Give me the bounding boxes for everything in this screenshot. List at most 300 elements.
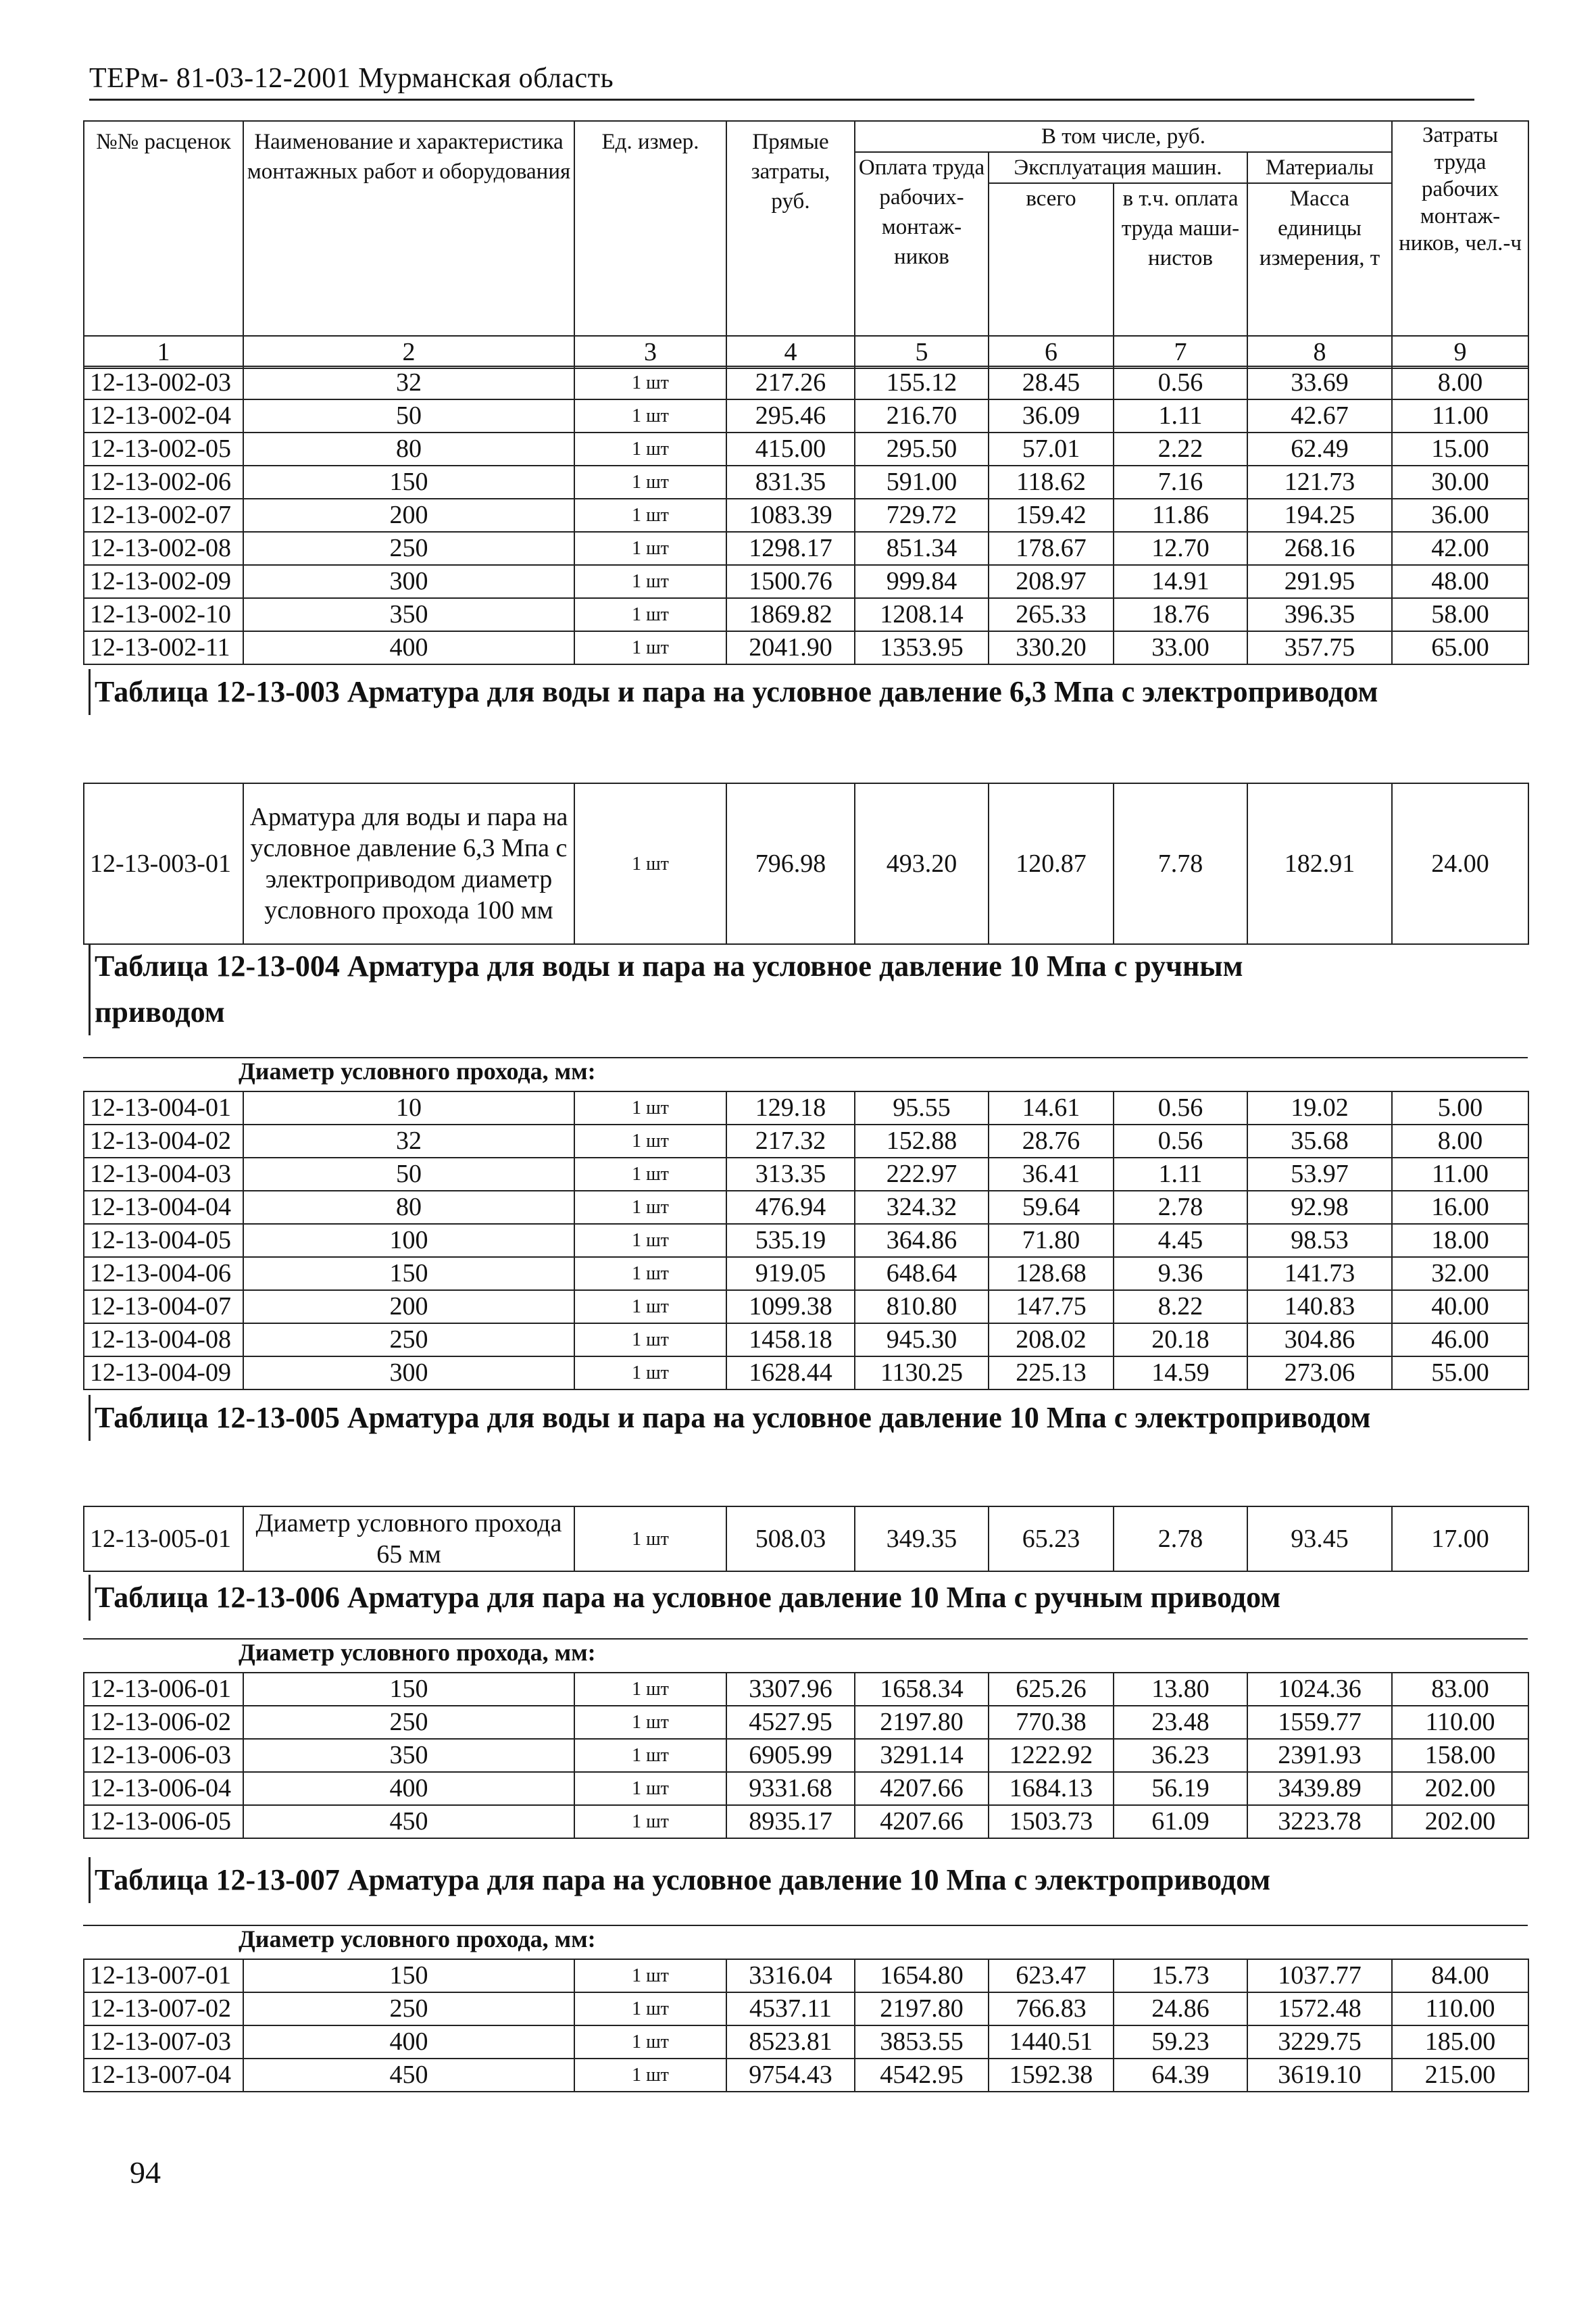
column-number: 5 [855, 336, 989, 368]
row-code: 12-13-002-05 [84, 433, 243, 466]
row-labor: 17.00 [1392, 1506, 1528, 1571]
row-diameter: 150 [243, 466, 574, 499]
row-mass: 42.67 [1247, 399, 1392, 433]
row-direct-costs: 3307.96 [726, 1673, 855, 1706]
row-diameter: 300 [243, 1356, 574, 1389]
row-wages: 729.72 [855, 499, 989, 532]
table-006 [83, 1672, 1529, 1839]
row-machinist-wages: 14.59 [1114, 1356, 1247, 1389]
row-labor: 202.00 [1392, 1772, 1528, 1805]
row-name: Арматура для воды и пара на условное давление 6,3 Мпа с электроприводом диаметр условного прохода 100 мм [243, 783, 574, 944]
row-unit: 1 шт [574, 1191, 726, 1224]
row-direct-costs: 1500.76 [726, 565, 855, 598]
row-mass: 19.02 [1247, 1091, 1392, 1125]
row-diameter: 150 [243, 1673, 574, 1706]
row-diameter: 32 [243, 366, 574, 399]
row-labor: 11.00 [1392, 1158, 1528, 1191]
row-direct-costs: 1298.17 [726, 532, 855, 565]
row-diameter: 350 [243, 598, 574, 631]
row-wages: 851.34 [855, 532, 989, 565]
table-row [84, 532, 1528, 565]
row-machinist-wages: 1.11 [1114, 1158, 1247, 1191]
row-direct-costs: 1869.82 [726, 598, 855, 631]
row-code: 12-13-002-10 [84, 598, 243, 631]
row-code: 12-13-002-03 [84, 366, 243, 399]
row-mass: 53.97 [1247, 1158, 1392, 1191]
row-code: 12-13-002-04 [84, 399, 243, 433]
row-mass: 93.45 [1247, 1506, 1392, 1571]
row-unit: 1 шт [574, 631, 726, 664]
col-header-machinist-wages: в т.ч. оплата труда маши-нистов [1114, 183, 1247, 336]
row-machinist-wages: 23.48 [1114, 1706, 1247, 1739]
row-machines: 128.68 [989, 1257, 1114, 1290]
row-mass: 2391.93 [1247, 1739, 1392, 1772]
row-labor: 84.00 [1392, 1959, 1528, 1992]
row-diameter: 400 [243, 1772, 574, 1805]
row-code: 12-13-007-03 [84, 2025, 243, 2059]
row-wages: 3853.55 [855, 2025, 989, 2059]
row-labor: 110.00 [1392, 1992, 1528, 2025]
table-row [84, 565, 1528, 598]
table-003-title: Таблица 12-13-003 Арматура для воды и пара на условное давление 6,3 Мпа с электроприводом [89, 669, 1378, 715]
row-diameter: 150 [243, 1959, 574, 1992]
table-row [84, 1506, 1528, 1571]
row-machinist-wages: 9.36 [1114, 1257, 1247, 1290]
table-row [84, 2059, 1528, 2092]
table-row [84, 1772, 1528, 1805]
row-mass: 1037.77 [1247, 1959, 1392, 1992]
row-code: 12-13-002-11 [84, 631, 243, 664]
row-machines: 1222.92 [989, 1739, 1114, 1772]
row-code: 12-13-004-07 [84, 1290, 243, 1323]
row-machinist-wages: 15.73 [1114, 1959, 1247, 1992]
row-wages: 155.12 [855, 366, 989, 399]
table-row [84, 598, 1528, 631]
row-wages: 1130.25 [855, 1356, 989, 1389]
row-mass: 92.98 [1247, 1191, 1392, 1224]
row-wages: 1658.34 [855, 1673, 989, 1706]
row-direct-costs: 9754.43 [726, 2059, 855, 2092]
row-diameter: 150 [243, 1257, 574, 1290]
row-mass: 3223.78 [1247, 1805, 1392, 1838]
page-header: ТЕРм- 81-03-12-2001 Мурманская область [89, 62, 1474, 101]
row-code: 12-13-007-01 [84, 1959, 243, 1992]
row-mass: 304.86 [1247, 1323, 1392, 1356]
table-row [84, 1125, 1528, 1158]
row-machines: 36.41 [989, 1158, 1114, 1191]
row-unit: 1 шт [574, 1673, 726, 1706]
row-machines: 57.01 [989, 433, 1114, 466]
table-row [84, 1290, 1528, 1323]
row-machines: 159.42 [989, 499, 1114, 532]
table-row [84, 366, 1528, 399]
row-code: 12-13-004-04 [84, 1191, 243, 1224]
row-wages: 4542.95 [855, 2059, 989, 2092]
row-code: 12-13-006-04 [84, 1772, 243, 1805]
row-unit: 1 шт [574, 1706, 726, 1739]
column-number: 1 [84, 336, 243, 368]
row-machinist-wages: 7.78 [1114, 783, 1247, 944]
col-header-group: В том числе, руб. [855, 121, 1392, 152]
row-labor: 8.00 [1392, 1125, 1528, 1158]
row-direct-costs: 217.26 [726, 366, 855, 399]
row-diameter: 50 [243, 1158, 574, 1191]
row-code: 12-13-006-01 [84, 1673, 243, 1706]
row-labor: 11.00 [1392, 399, 1528, 433]
subheading-text: Диаметр условного прохода, мм: [239, 1058, 596, 1085]
row-code: 12-13-004-02 [84, 1125, 243, 1158]
row-wages: 349.35 [855, 1506, 989, 1571]
table-row [84, 399, 1528, 433]
row-wages: 2197.80 [855, 1706, 989, 1739]
row-labor: 46.00 [1392, 1323, 1528, 1356]
row-labor: 158.00 [1392, 1739, 1528, 1772]
row-machinist-wages: 2.22 [1114, 433, 1247, 466]
row-direct-costs: 1083.39 [726, 499, 855, 532]
row-diameter: 80 [243, 1191, 574, 1224]
col-header-machines: Эксплуатация машин. [989, 152, 1247, 183]
column-number: 6 [989, 336, 1114, 368]
row-direct-costs: 8935.17 [726, 1805, 855, 1838]
table-007-subheading [83, 1925, 1528, 1952]
row-unit: 1 шт [574, 499, 726, 532]
row-labor: 55.00 [1392, 1356, 1528, 1389]
row-wages: 945.30 [855, 1323, 989, 1356]
table-007 [83, 1959, 1529, 2092]
header-table [83, 120, 1529, 369]
col-header-mass: Масса единицы измерения, т [1247, 183, 1392, 336]
row-unit: 1 шт [574, 399, 726, 433]
column-number: 8 [1247, 336, 1392, 368]
row-unit: 1 шт [574, 783, 726, 944]
row-machines: 147.75 [989, 1290, 1114, 1323]
row-code: 12-13-002-07 [84, 499, 243, 532]
row-unit: 1 шт [574, 2059, 726, 2092]
row-unit: 1 шт [574, 598, 726, 631]
row-mass: 98.53 [1247, 1224, 1392, 1257]
row-labor: 42.00 [1392, 532, 1528, 565]
row-machinist-wages: 33.00 [1114, 631, 1247, 664]
row-diameter: 250 [243, 1992, 574, 2025]
row-unit: 1 шт [574, 565, 726, 598]
table-row [84, 1257, 1528, 1290]
row-machines: 1684.13 [989, 1772, 1114, 1805]
row-direct-costs: 919.05 [726, 1257, 855, 1290]
table-row [84, 1356, 1528, 1389]
row-diameter: 100 [243, 1224, 574, 1257]
row-unit: 1 шт [574, 1356, 726, 1389]
row-labor: 110.00 [1392, 1706, 1528, 1739]
table-002 [83, 366, 1529, 665]
row-machines: 625.26 [989, 1673, 1114, 1706]
row-unit: 1 шт [574, 1805, 726, 1838]
row-mass: 357.75 [1247, 631, 1392, 664]
row-unit: 1 шт [574, 1506, 726, 1571]
table-row [84, 1673, 1528, 1706]
row-machinist-wages: 0.56 [1114, 1091, 1247, 1125]
row-labor: 185.00 [1392, 2025, 1528, 2059]
row-wages: 216.70 [855, 399, 989, 433]
row-name: Диаметр условного прохода 65 мм [243, 1506, 574, 1571]
row-diameter: 400 [243, 2025, 574, 2059]
row-mass: 194.25 [1247, 499, 1392, 532]
row-machinist-wages: 13.80 [1114, 1673, 1247, 1706]
row-wages: 152.88 [855, 1125, 989, 1158]
table-row [84, 499, 1528, 532]
row-direct-costs: 1099.38 [726, 1290, 855, 1323]
row-machinist-wages: 56.19 [1114, 1772, 1247, 1805]
table-004 [83, 1091, 1529, 1390]
table-007-title: Таблица 12-13-007 Арматура для пара на условное давление 10 Мпа с электроприводом [89, 1857, 1534, 1903]
row-code: 12-13-004-03 [84, 1158, 243, 1191]
row-diameter: 50 [243, 399, 574, 433]
row-wages: 648.64 [855, 1257, 989, 1290]
row-code: 12-13-004-05 [84, 1224, 243, 1257]
row-wages: 810.80 [855, 1290, 989, 1323]
row-diameter: 250 [243, 532, 574, 565]
row-mass: 3619.10 [1247, 2059, 1392, 2092]
row-mass: 396.35 [1247, 598, 1392, 631]
row-machines: 623.47 [989, 1959, 1114, 1992]
row-unit: 1 шт [574, 2025, 726, 2059]
row-machinist-wages: 11.86 [1114, 499, 1247, 532]
row-direct-costs: 796.98 [726, 783, 855, 944]
table-004-title: Таблица 12-13-004 Арматура для воды и пара на условное давление 10 Мпа с ручным приводом [89, 943, 1378, 1035]
row-diameter: 300 [243, 565, 574, 598]
row-unit: 1 шт [574, 1290, 726, 1323]
row-mass: 141.73 [1247, 1257, 1392, 1290]
row-labor: 202.00 [1392, 1805, 1528, 1838]
row-machines: 178.67 [989, 532, 1114, 565]
row-machines: 1592.38 [989, 2059, 1114, 2092]
col-header-direct-costs: Прямые затраты, руб. [726, 121, 855, 336]
row-direct-costs: 9331.68 [726, 1772, 855, 1805]
row-mass: 140.83 [1247, 1290, 1392, 1323]
row-labor: 16.00 [1392, 1191, 1528, 1224]
row-direct-costs: 6905.99 [726, 1739, 855, 1772]
row-unit: 1 шт [574, 1257, 726, 1290]
column-number: 3 [574, 336, 726, 368]
row-code: 12-13-002-09 [84, 565, 243, 598]
row-wages: 1208.14 [855, 598, 989, 631]
row-wages: 2197.80 [855, 1992, 989, 2025]
row-wages: 324.32 [855, 1191, 989, 1224]
row-machinist-wages: 7.16 [1114, 466, 1247, 499]
row-unit: 1 шт [574, 1091, 726, 1125]
row-wages: 4207.66 [855, 1805, 989, 1838]
col-header-machines-total: всего [989, 183, 1114, 336]
row-machines: 59.64 [989, 1191, 1114, 1224]
row-unit: 1 шт [574, 532, 726, 565]
table-006-title: Таблица 12-13-006 Арматура для пара на условное давление 10 Мпа с ручным приводом [89, 1575, 1534, 1621]
row-machinist-wages: 36.23 [1114, 1739, 1247, 1772]
row-machines: 208.97 [989, 565, 1114, 598]
row-diameter: 400 [243, 631, 574, 664]
row-machinist-wages: 12.70 [1114, 532, 1247, 565]
row-machinist-wages: 59.23 [1114, 2025, 1247, 2059]
table-row [84, 1739, 1528, 1772]
row-code: 12-13-006-03 [84, 1739, 243, 1772]
row-machinist-wages: 8.22 [1114, 1290, 1247, 1323]
row-labor: 5.00 [1392, 1091, 1528, 1125]
row-machinist-wages: 0.56 [1114, 366, 1247, 399]
row-machinist-wages: 20.18 [1114, 1323, 1247, 1356]
row-unit: 1 шт [574, 1739, 726, 1772]
row-mass: 291.95 [1247, 565, 1392, 598]
column-number: 9 [1392, 336, 1528, 368]
row-unit: 1 шт [574, 1992, 726, 2025]
row-wages: 3291.14 [855, 1739, 989, 1772]
row-diameter: 80 [243, 433, 574, 466]
table-row [84, 433, 1528, 466]
row-code: 12-13-006-02 [84, 1706, 243, 1739]
row-code: 12-13-003-01 [84, 783, 243, 944]
row-direct-costs: 217.32 [726, 1125, 855, 1158]
row-mass: 33.69 [1247, 366, 1392, 399]
row-machines: 330.20 [989, 631, 1114, 664]
row-machines: 36.09 [989, 399, 1114, 433]
row-code: 12-13-002-08 [84, 532, 243, 565]
row-mass: 1024.36 [1247, 1673, 1392, 1706]
row-diameter: 250 [243, 1323, 574, 1356]
row-unit: 1 шт [574, 1959, 726, 1992]
row-machinist-wages: 64.39 [1114, 2059, 1247, 2092]
row-code: 12-13-004-06 [84, 1257, 243, 1290]
row-labor: 18.00 [1392, 1224, 1528, 1257]
row-direct-costs: 476.94 [726, 1191, 855, 1224]
row-code: 12-13-007-02 [84, 1992, 243, 2025]
row-labor: 8.00 [1392, 366, 1528, 399]
row-code: 12-13-004-08 [84, 1323, 243, 1356]
row-diameter: 32 [243, 1125, 574, 1158]
row-unit: 1 шт [574, 1772, 726, 1805]
row-machines: 120.87 [989, 783, 1114, 944]
row-code: 12-13-004-01 [84, 1091, 243, 1125]
row-labor: 15.00 [1392, 433, 1528, 466]
table-row [84, 783, 1528, 944]
table-005-title: Таблица 12-13-005 Арматура для воды и пара на условное давление 10 Мпа с электроприводом [89, 1395, 1378, 1441]
subheading-text: Диаметр условного прохода, мм: [239, 1639, 596, 1666]
table-006-subheading [83, 1638, 1528, 1666]
row-mass: 121.73 [1247, 466, 1392, 499]
row-machines: 1440.51 [989, 2025, 1114, 2059]
row-wages: 364.86 [855, 1224, 989, 1257]
table-row [84, 1805, 1528, 1838]
row-labor: 24.00 [1392, 783, 1528, 944]
row-unit: 1 шт [574, 1323, 726, 1356]
row-machines: 65.23 [989, 1506, 1114, 1571]
row-machines: 265.33 [989, 598, 1114, 631]
table-row [84, 1191, 1528, 1224]
row-code: 12-13-006-05 [84, 1805, 243, 1838]
row-labor: 65.00 [1392, 631, 1528, 664]
row-unit: 1 шт [574, 1125, 726, 1158]
row-machines: 770.38 [989, 1706, 1114, 1739]
table-row [84, 466, 1528, 499]
col-header-name: Наименование и характеристика монтажных работ и оборудования [243, 121, 574, 336]
row-wages: 222.97 [855, 1158, 989, 1191]
col-header-wages: Оплата труда рабочих-монтаж-ников [855, 152, 989, 336]
table-row [84, 1992, 1528, 2025]
table-004-subheading [83, 1057, 1528, 1085]
table-row [84, 1323, 1528, 1356]
col-header-code: №№ расценок [84, 121, 243, 336]
row-direct-costs: 508.03 [726, 1506, 855, 1571]
row-direct-costs: 8523.81 [726, 2025, 855, 2059]
row-machines: 118.62 [989, 466, 1114, 499]
row-machines: 225.13 [989, 1356, 1114, 1389]
table-005 [83, 1506, 1529, 1572]
col-header-labor: Затраты труда рабочих монтаж-ников, чел.-ч [1392, 121, 1528, 336]
row-direct-costs: 535.19 [726, 1224, 855, 1257]
row-direct-costs: 313.35 [726, 1158, 855, 1191]
row-machinist-wages: 24.86 [1114, 1992, 1247, 2025]
row-direct-costs: 415.00 [726, 433, 855, 466]
row-mass: 273.06 [1247, 1356, 1392, 1389]
row-code: 12-13-007-04 [84, 2059, 243, 2092]
col-header-unit: Ед. измер. [574, 121, 726, 336]
column-number: 2 [243, 336, 574, 368]
row-wages: 95.55 [855, 1091, 989, 1125]
row-wages: 1654.80 [855, 1959, 989, 1992]
row-mass: 3229.75 [1247, 2025, 1392, 2059]
row-machines: 28.45 [989, 366, 1114, 399]
row-direct-costs: 1458.18 [726, 1323, 855, 1356]
row-machinist-wages: 2.78 [1114, 1191, 1247, 1224]
row-machines: 71.80 [989, 1224, 1114, 1257]
table-row [84, 1091, 1528, 1125]
row-unit: 1 шт [574, 1158, 726, 1191]
row-machinist-wages: 0.56 [1114, 1125, 1247, 1158]
row-unit: 1 шт [574, 1224, 726, 1257]
row-wages: 493.20 [855, 783, 989, 944]
row-wages: 1353.95 [855, 631, 989, 664]
page-number: 94 [130, 2155, 161, 2190]
row-mass: 182.91 [1247, 783, 1392, 944]
row-machinist-wages: 4.45 [1114, 1224, 1247, 1257]
row-labor: 36.00 [1392, 499, 1528, 532]
row-diameter: 250 [243, 1706, 574, 1739]
row-machines: 14.61 [989, 1091, 1114, 1125]
row-diameter: 10 [243, 1091, 574, 1125]
row-machines: 28.76 [989, 1125, 1114, 1158]
table-003 [83, 783, 1529, 945]
row-wages: 4207.66 [855, 1772, 989, 1805]
row-diameter: 200 [243, 1290, 574, 1323]
row-code: 12-13-004-09 [84, 1356, 243, 1389]
row-mass: 35.68 [1247, 1125, 1392, 1158]
row-machinist-wages: 1.11 [1114, 399, 1247, 433]
col-header-materials: Материалы [1247, 152, 1392, 183]
row-labor: 40.00 [1392, 1290, 1528, 1323]
row-mass: 3439.89 [1247, 1772, 1392, 1805]
row-diameter: 200 [243, 499, 574, 532]
row-direct-costs: 4527.95 [726, 1706, 855, 1739]
row-machines: 208.02 [989, 1323, 1114, 1356]
row-diameter: 450 [243, 2059, 574, 2092]
row-machinist-wages: 18.76 [1114, 598, 1247, 631]
row-mass: 1559.77 [1247, 1706, 1392, 1739]
row-unit: 1 шт [574, 433, 726, 466]
row-diameter: 350 [243, 1739, 574, 1772]
row-diameter: 450 [243, 1805, 574, 1838]
row-code: 12-13-002-06 [84, 466, 243, 499]
table-row [84, 1959, 1528, 1992]
row-labor: 83.00 [1392, 1673, 1528, 1706]
row-direct-costs: 3316.04 [726, 1959, 855, 1992]
row-labor: 215.00 [1392, 2059, 1528, 2092]
row-labor: 58.00 [1392, 598, 1528, 631]
